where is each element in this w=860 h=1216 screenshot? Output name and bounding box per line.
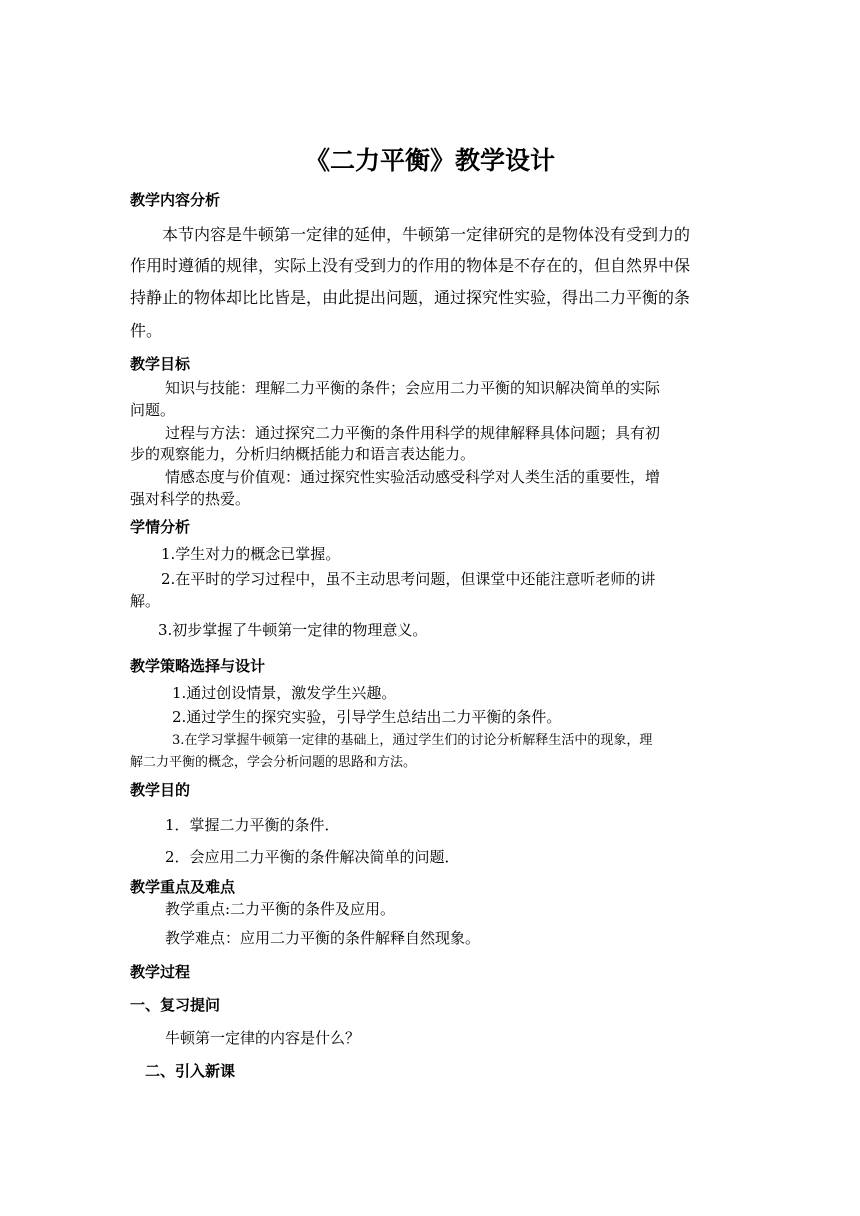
paragraph-line: 教学难点：应用二力平衡的条件解释自然现象。	[165, 929, 481, 947]
list-item: 1．掌握二力平衡的条件．	[165, 816, 340, 834]
section-heading-learner-analysis: 学情分析	[130, 518, 191, 536]
paragraph-line: 知识与技能：理解二力平衡的条件；会应用二力平衡的知识解决简单的实际	[165, 379, 661, 397]
section-heading-process: 教学过程	[130, 963, 191, 981]
paragraph-line: 教学重点:二力平衡的条件及应用。	[165, 900, 396, 918]
paragraph-line: 步的观察能力，分析归纳概括能力和语言表达能力。	[130, 445, 476, 463]
section-heading-content-analysis: 教学内容分析	[130, 191, 221, 209]
paragraph-line: 过程与方法：通过探究二力平衡的条件用科学的规律解释具体问题；具有初	[165, 424, 661, 442]
paragraph-line: 强对科学的热爱。	[130, 490, 251, 508]
list-item: 2.通过学生的探究实验，引导学生总结出二力平衡的条件。	[172, 708, 562, 726]
list-item: 1.通过创设情景，激发学生兴趣。	[172, 684, 397, 702]
paragraph-line: 本节内容是牛顿第一定律的延伸，牛顿第一定律研究的是物体没有受到力的	[162, 225, 691, 244]
section-heading-key-points: 教学重点及难点	[130, 878, 236, 896]
list-item: 2．会应用二力平衡的条件解决简单的问题．	[165, 848, 460, 866]
list-item: 3.在学习掌握牛顿第一定律的基础上，通过学生们的讨论分析解释生活中的现象，理	[172, 733, 653, 748]
list-item-continuation: 解二力平衡的概念，学会分析问题的思路和方法。	[130, 755, 417, 770]
list-item: 2.在平时的学习过程中，虽不主动思考问题，但课堂中还能注意听老师的讲	[161, 570, 656, 588]
list-item: 1.学生对力的概念已掌握。	[161, 545, 341, 563]
document-title: 《二力平衡》教学设计	[304, 146, 555, 175]
paragraph-line: 牛顿第一定律的内容是什么？	[165, 1029, 361, 1047]
paragraph-line: 问题。	[130, 401, 176, 419]
list-item-continuation: 解。	[130, 592, 161, 610]
paragraph-line: 作用时遵循的规律，实际上没有受到力的作用的物体是不存在的，但自然界中保	[130, 256, 691, 275]
paragraph-line: 情感态度与价值观：通过探究性实验活动感受科学对人类生活的重要性，增	[165, 468, 661, 486]
section-heading-strategy: 教学策略选择与设计	[130, 657, 266, 675]
section-heading-purpose: 教学目的	[130, 781, 191, 799]
step-heading-new-lesson: 二、引入新课	[145, 1062, 236, 1080]
list-item: 3.初步掌握了牛顿第一定律的物理意义。	[158, 621, 428, 639]
paragraph-line: 件。	[130, 321, 163, 340]
section-heading-goals: 教学目标	[130, 355, 191, 373]
paragraph-line: 持静止的物体却比比皆是，由此提出问题，通过探究性实验，得出二力平衡的条	[130, 288, 691, 307]
step-heading-review: 一、复习提问	[130, 996, 221, 1014]
